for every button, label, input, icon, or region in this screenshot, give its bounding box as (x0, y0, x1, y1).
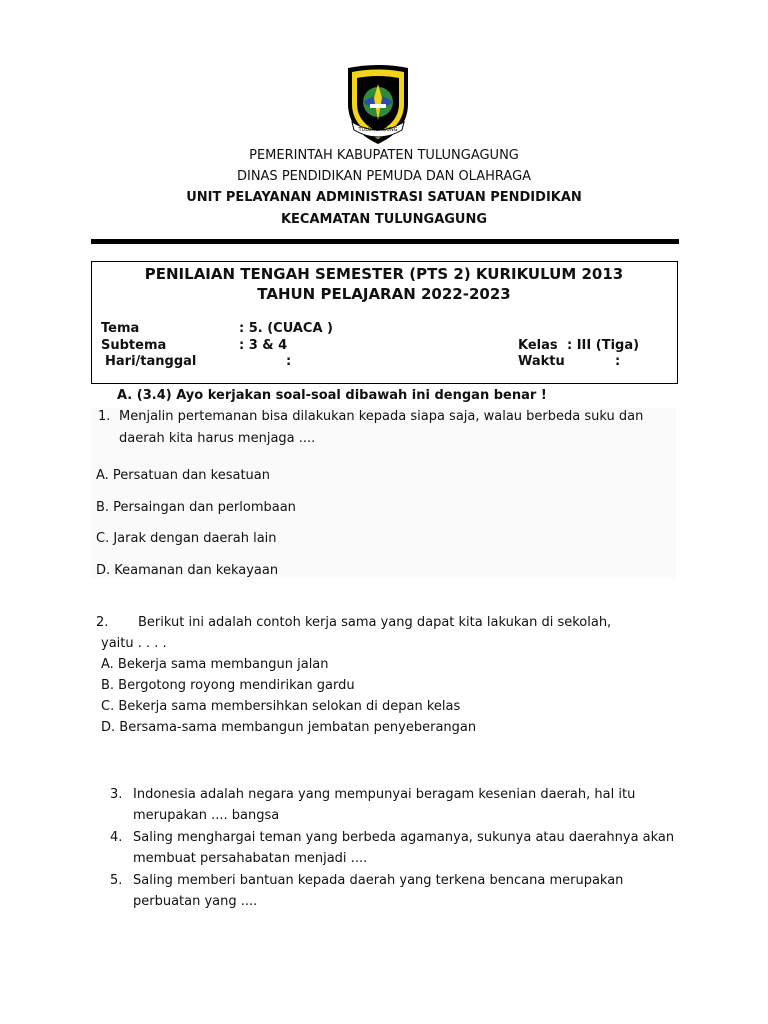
question-2-option-a: A. Bekerja sama membangun jalan (101, 657, 329, 672)
tema-label: Tema (101, 321, 140, 336)
question-5-number: 5. (110, 873, 123, 888)
hari-tanggal-label: Hari/tanggal (105, 354, 197, 369)
question-4-text: Saling menghargai teman yang berbeda agamanya, sukunya atau daerahnya akan (133, 830, 675, 845)
question-1-option-b: B. Persaingan dan perlombaan (96, 500, 296, 515)
svg-text:TULUNGAGUNG: TULUNGAGUNG (358, 127, 398, 133)
exam-title: PENILAIAN TENGAH SEMESTER (PTS 2) KURIKULUM 2013 (144, 265, 624, 283)
subtema-value: : 3 & 4 (239, 338, 288, 353)
waktu-value: : (615, 354, 621, 369)
subtema-label: Subtema (101, 338, 167, 353)
question-2-option-c: C. Bekerja sama membersihkan selokan di depan kelas (101, 699, 461, 714)
question-1-number: 1. (98, 409, 111, 424)
section-a-instruction: A. (3.4) Ayo kerjakan soal-soal dibawah ini dengan benar ! (117, 388, 547, 403)
tema-value: : 5. (CUACA ) (239, 321, 334, 336)
question-4-number: 4. (110, 830, 123, 845)
question-1-text-cont: daerah kita harus menjaga .... (119, 431, 316, 446)
question-1-option-d: D. Keamanan dan kekayaan (96, 563, 279, 578)
question-2-option-d: D. Bersama-sama membangun jembatan penyeberangan (101, 720, 477, 735)
letterhead-government: PEMERINTAH KABUPATEN TULUNGAGUNG (249, 148, 519, 163)
kelas-label: Kelas (518, 338, 558, 353)
letterhead-divider (91, 239, 679, 244)
regency-coat-of-arms-icon (340, 64, 416, 146)
question-4-text-cont: membuat persahabatan menjadi .... (133, 851, 368, 866)
question-1-text: Menjalin pertemanan bisa dilakukan kepada siapa saja, walau berbeda suku dan (119, 409, 644, 424)
letterhead-district: KECAMATAN TULUNGAGUNG (280, 212, 488, 227)
exam-academic-year: TAHUN PELAJARAN 2022-2023 (257, 285, 511, 303)
waktu-label: Waktu (518, 354, 565, 369)
letterhead-unit: UNIT PELAYANAN ADMINISTRASI SATUAN PENDIDIKAN (186, 190, 582, 205)
question-2-number: 2. (96, 615, 109, 630)
question-2-option-b: B. Bergotong royong mendirikan gardu (101, 678, 355, 693)
question-3-text: Indonesia adalah negara yang mempunyai beragam kesenian daerah, hal itu (133, 787, 636, 802)
question-3-number: 3. (110, 787, 123, 802)
question-5-text-cont: perbuatan yang .... (133, 894, 258, 909)
question-1-option-c: C. Jarak dengan daerah lain (96, 531, 277, 546)
question-5-text: Saling memberi bantuan kepada daerah yang terkena bencana merupakan (133, 873, 624, 888)
question-2-text-cont: yaitu . . . . (101, 636, 167, 651)
letterhead-department: DINAS PENDIDIKAN PEMUDA DAN OLAHRAGA (236, 169, 532, 184)
hari-tanggal-value: : (286, 354, 292, 369)
question-2-text: Berikut ini adalah contoh kerja sama yang dapat kita lakukan di sekolah, (138, 615, 612, 630)
kelas-value: : III (Tiga) (567, 338, 640, 353)
question-3-text-cont: merupakan .... bangsa (133, 808, 280, 823)
question-1-option-a: A. Persatuan dan kesatuan (96, 468, 270, 483)
